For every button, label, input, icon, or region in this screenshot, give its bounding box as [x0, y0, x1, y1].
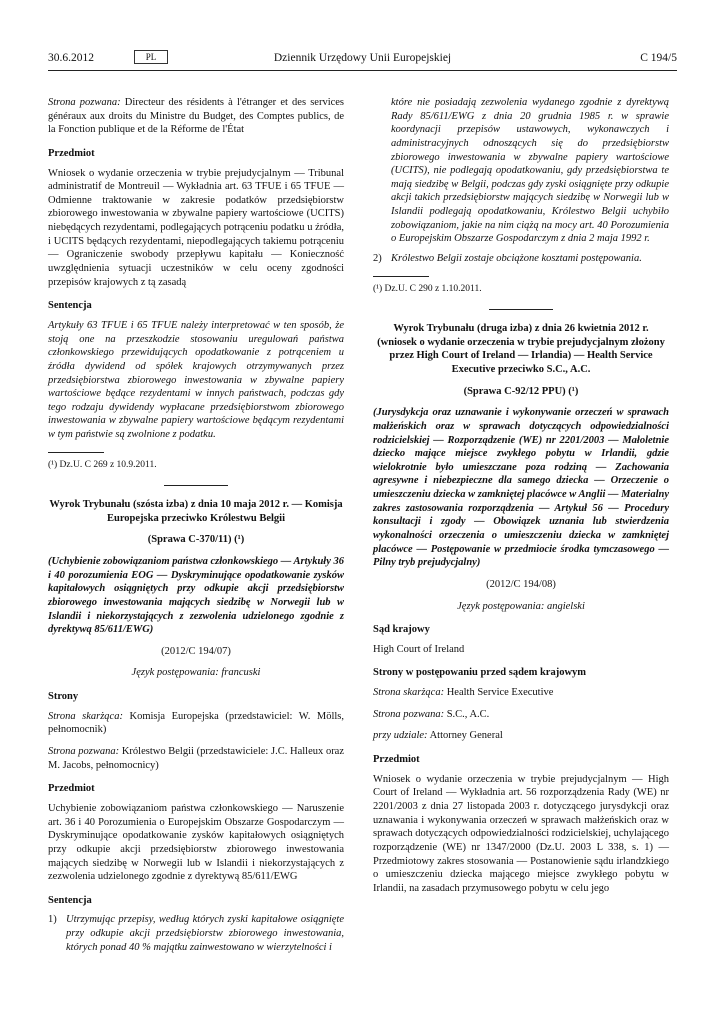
applicant: Strona skarżąca: Health Service Executive — [373, 687, 554, 699]
intro-defendant: Strona pozwana: Directeur des résidents à l'étranger et des services généraux aux droits du Ministre du Budget, des Comptes publics, de la Fonction publique et de la Réforme de l'État — [48, 97, 345, 136]
footnote-rule — [373, 276, 429, 277]
national-court-heading: Sąd krajowy — [373, 624, 430, 636]
intervener: przy udziale: Attorney General — [373, 730, 503, 742]
footnote: (¹) Dz.U. C 269 z 10.9.2011. — [48, 459, 157, 470]
section-separator — [489, 309, 553, 310]
case-summary: (Uchybienie zobowiązaniom państwa członkowskiego — Artykuły 36 i 40 porozumienia EOG — Dyskryminujące opodatkowanie zysków kapitałowych osiągniętych przy odkupie akcji przedsiębiorstw zbiorowego inwestowania mających siedzibę w Norwegii lub w Islandii i niekorzystających z zezwolenia udzielonego zgodnie z dyrektywą 85/611/EWG) — [48, 556, 344, 636]
case-number: (Sprawa C-370/11) (¹) — [147, 534, 245, 546]
applicant: Strona skarżąca: Komisja Europejska (przedstawiciel: W. Mölls, pełnomocnik) — [48, 710, 344, 736]
subject-heading-2: Przedmiot — [48, 783, 95, 795]
case-reference: (2012/C 194/08) — [486, 578, 556, 590]
right-column — [373, 96, 669, 903]
subject-heading: Przedmiot — [48, 147, 95, 159]
case-number: (Sprawa C-92/12 PPU) (¹) — [463, 385, 579, 397]
case-title: Wyrok Trybunału (druga izba) z dnia 26 kwietnia 2012 r. (wniosek o wydanie orzeczenia w trybie prejudycjalnym złożony przez High Court of Ireland — Irlandia) — Health Service Executive przeciwko S.C., A.C. — [377, 323, 665, 375]
case-language: Język postępowania: angielski — [457, 600, 585, 612]
subject-text: Wniosek o wydanie orzeczenia w trybie prejudycjalnym — High Court of Ireland — Wykładnia art. 56 rozporządzenia Rady (WE) nr 2201/2003 z dnia 27 listopada 2003 r. dotyczącego jurysdykcji oraz uznawania i wykonywania orzeczeń w sprawach małżeńskich oraz w sprawach dotyczących odpowiedzialności rodzicielskiej, uchylającego rozporządzenie (WE) nr 1347/2000 (Dz.U. 2003 L 338, s. 1) — Przedmiotowy zakres stosowania — Postanowienie sądu irlandzkiego o umieszczeniu dziecka mającego miejsce zwykłego pobytu w Irlandii, na zasadach przymusowego pobytu w celu jego — [373, 773, 669, 894]
parties-heading: Strony — [48, 691, 79, 703]
parties-heading: Strony w postępowaniu przed sądem krajowym — [373, 667, 587, 679]
section-separator — [164, 485, 228, 486]
ruling-item-1-continued: które nie posiadają zezwolenia wydanego zgodnie z dyrektywą Rady 85/611/EWG z dnia 20 grudnia 1985 r. w sprawie koordynacji przepisów ustawowych, wykonawczych i administracyjnych odnoszących się do przedsiębiorstw zbiorowego inwestowania w zbywalne papiery wartościowe (UCITS), nie podlegają opodatkowaniu, gdy przedsiębiorstwa te mają siedzibę w Belgii, podczas gdy zyski osiągnięte przy odkupie akcji takich przedsiębiorstw mających siedzibę w Norwegii lub w Islandii podlegają opodatkowaniu, Królestwo Belgii uchybiło zobowiązaniom, jakie na nim ciążą na mocy art. 40 Porozumienia o Europejskim Obszarze Gospodarczym z dnia 2 maja 1992 r. — [391, 97, 669, 245]
left-column — [48, 96, 344, 960]
page-header — [48, 52, 677, 68]
footnote: (¹) Dz.U. C 290 z 1.10.2011. — [373, 283, 482, 294]
national-court: High Court of Ireland — [373, 643, 465, 655]
language-badge: PL — [134, 50, 168, 64]
case-summary: (Jurysdykcja oraz uznawanie i wykonywanie orzeczeń w sprawach małżeńskich oraz w sprawach dotyczących odpowiedzialności rodzicielskiej — Rozporządzenie (WE) nr 2201/2003 — Małoletnie dziecko mające miejsce zwykłego pobytu w Irlandii, gdzie wielokrotnie było umieszczane poza rodziną — Zachowania agresywne i niebezpieczne dla samego dziecka — Orzeczenie o umieszczeniu dziecka w zamkniętej placówce w Anglii — Materialny zakres zastosowania rozporządzenia — Artykuł 56 — Procedury konsultacji i zgody — Obowiązek uznania lub stwierdzenia wykonalności orzeczenia o umieszczeniu dziecka w zamkniętej placówce — Postępowanie w przedmiocie środka tymczasowego — Pilny tryb prejudycjalny) — [373, 407, 669, 569]
case-reference: (2012/C 194/07) — [161, 645, 231, 657]
defendant: Strona pozwana: Królestwo Belgii (przedstawiciele: J.C. Halleux oraz M. Jacobs, pełnomocnicy) — [48, 746, 345, 771]
ruling-heading: Sentencja — [48, 300, 92, 312]
ruling-text: Artykuły 63 TFUE i 65 TFUE należy interpretować w ten sposób, że stoją one na przeszkodzie stosowaniu uregulowań państwa członkowskiego przewidujących opodatkowanie z potrąceniem u źródła dywidend od spółek krajowych otrzymywanych przez przedsiębiorstwa zbiorowego inwestowania w zbywalne papiery wartościowe będące rezydentami w innych państwach, podczas gdy tego rodzaju dywidendy wypłacane przedsiębiorstwom zbiorowego inwestowania w zbywalne papiery wartościowe będącym rezydentami w tym państwie są zwolnione z podatku. — [48, 319, 344, 441]
ruling-heading-2: Sentencja — [48, 894, 92, 906]
issue-date: 30.6.2012 — [48, 52, 94, 64]
ruling-item-2: 2) Królestwo Belgii zostaje obciążone kosztami postępowania. — [373, 253, 642, 265]
header-rule — [48, 70, 677, 71]
case-title: Wyrok Trybunału (szósta izba) z dnia 10 maja 2012 r. — Komisja Europejska przeciwko Królestwu Belgii — [49, 499, 343, 524]
defendant: Strona pozwana: S.C., A.C. — [373, 708, 490, 720]
page-reference: C 194/5 — [640, 52, 677, 64]
subject-text-2: Uchybienie zobowiązaniom państwa członkowskiego — Naruszenie art. 36 i 40 Porozumienia o Europejskim Obszarze Gospodarczym — Dyskryminujące opodatkowanie zysków kapitałowych osiągniętych przy odkupie akcji przedsiębiorstw zbiorowego inwestowania mających siedzibę w Norwegii lub w Islandii i niekorzystających z zezwolenia udzielonego zgodnie z dyrektywą 85/611/EWG — [48, 802, 344, 883]
subject-text: Wniosek o wydanie orzeczenia w trybie prejudycjalnym — Tribunal administratif de Montreuil — Wykładnia art. 63 TFUE i 65 TFUE — Odmienne traktowanie w zakresie podatków przedsiębiorstw zbiorowego inwestowania w zbywalne papiery wartościowe (UCITS) niebędących rezydentami, podlegających potrąceniu podatku u źródła, i UCITS będących rezydentami, niepodlegających takiemu potrąceniu — Ograniczenie swobody przepływu kapitału — Konieczność uwzględnienia sytuacji uczestników w celu oceny zgodności przepisów krajowych z tą zasadą — [48, 167, 344, 288]
journal-title: Dziennik Urzędowy Unii Europejskiej — [273, 52, 452, 64]
subject-heading: Przedmiot — [373, 754, 420, 766]
case-language: Język postępowania: francuski — [131, 667, 261, 679]
ruling-item-1: 1) Utrzymując przepisy, według których zyski kapitałowe osiągnięte przy odkupie akcji przedsiębiorstw zbiorowego inwestowania, których ponad 40 % majątku zainwestowano w wierzytelności i — [48, 914, 344, 953]
footnote-rule — [48, 452, 104, 453]
